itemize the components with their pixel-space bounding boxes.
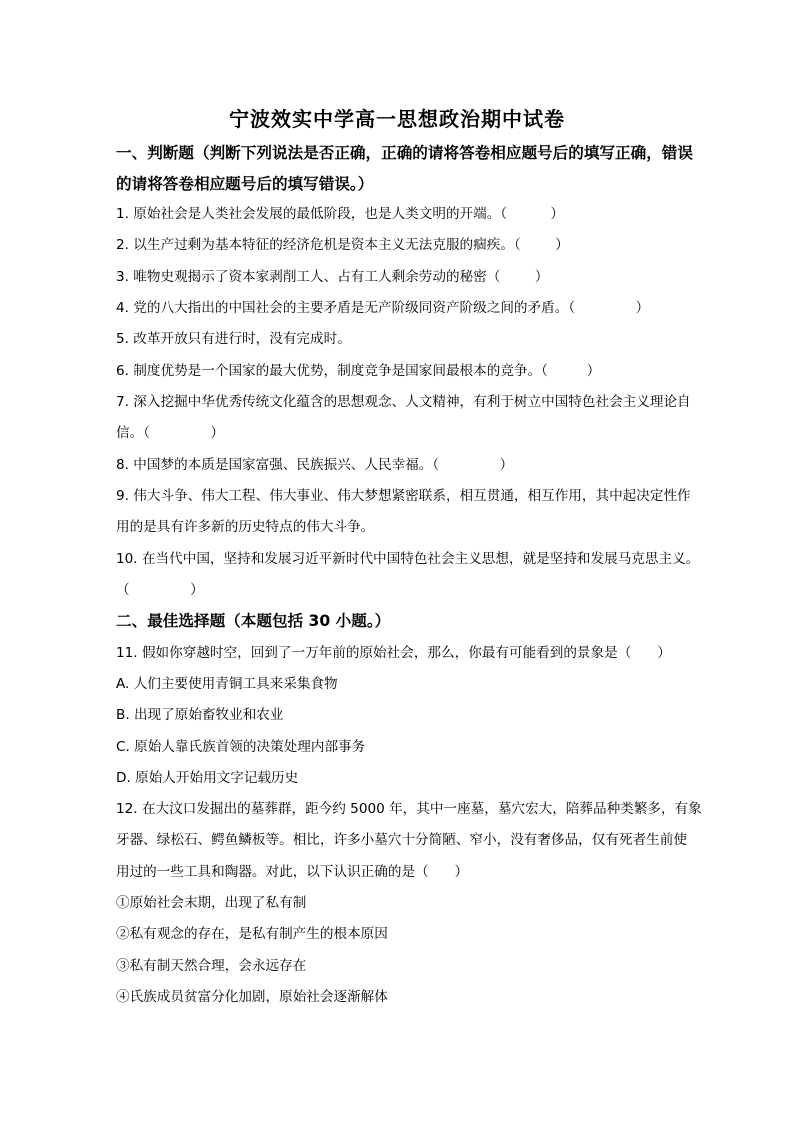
page-title: 宁波效实中学高一思想政治期中试卷	[229, 107, 565, 131]
question-11-option-a: A. 人们主要使用青铜工具来采集食物	[116, 676, 338, 692]
question-12-stem-line2: 牙器、绿松石、鳄鱼鳞板等。相比，许多小墓穴十分简陋、窄小，没有奢侈品，仅有死者生前使	[116, 832, 687, 848]
question-10-line1: 10. 在当代中国，坚持和发展习近平新时代中国特色社会主义思想，就是坚持和发展马克思主义。	[116, 551, 700, 567]
question-12-item-1: ①原始社会末期，出现了私有制	[116, 895, 307, 911]
question-9-line1: 9. 伟大斗争、伟大工程、伟大事业、伟大梦想紧密联系，相互贯通，相互作用，其中起决定性作	[116, 488, 691, 504]
question-1: 1. 原始社会是人类社会发展的最低阶段，也是人类文明的开端。（ ）	[116, 206, 564, 222]
question-12-item-2: ②私有观念的存在，是私有制产生的根本原因	[116, 926, 388, 942]
question-7-line2: 信。（ ）	[116, 425, 225, 441]
question-3: 3. 唯物史观揭示了资本家剥削工人、占有工人剩余劳动的秘密（ ）	[116, 269, 549, 285]
question-11-option-c: C. 原始人靠氏族首领的决策处理内部事务	[116, 739, 366, 755]
question-11-option-b: B. 出现了原始畜牧业和农业	[116, 707, 284, 723]
question-12-item-4: ④氏族成员贫富分化加剧，原始社会逐渐解体	[116, 989, 388, 1005]
question-11-stem: 11. 假如你穿越时空，回到了一万年前的原始社会，那么，你最有可能看到的景象是（ ）	[116, 645, 671, 661]
question-7-line1: 7. 深入挖掘中华优秀传统文化蕴含的思想观念、人文精神，有利于树立中国特色社会主义理论自	[116, 394, 691, 410]
question-2: 2. 以生产过剩为基本特征的经济危机是资本主义无法克服的痼疾。（ ）	[116, 237, 569, 253]
question-5: 5. 改革开放只有进行时，没有完成时。	[116, 331, 351, 347]
section1-heading-line2: 的请将答卷相应题号后的填写错误。）	[116, 175, 374, 193]
section2-heading: 二、最佳选择题（本题包括 30 小题。）	[116, 612, 391, 630]
question-8: 8. 中国梦的本质是国家富强、民族振兴、人民幸福。（ ）	[116, 457, 514, 473]
question-9-line2: 用的是具有许多新的历史特点的伟大斗争。	[116, 519, 375, 535]
question-10-line2: （ ）	[116, 582, 204, 598]
question-4: 4. 党的八大指出的中国社会的主要矛盾是无产阶级同资产阶级之间的矛盾。（ ）	[116, 300, 650, 316]
question-11-option-d: D. 原始人开始用文字记载历史	[116, 770, 299, 786]
section1-heading-line1: 一、判断题（判断下列说法是否正确，正确的请将答卷相应题号后的填写正确，错误	[116, 144, 693, 162]
question-12-stem-line3: 用过的一些工具和陶器。对此，以下认识正确的是（ ）	[116, 864, 469, 880]
question-12-item-3: ③私有制天然合理，会永远存在	[116, 958, 307, 974]
question-6: 6. 制度优势是一个国家的最大优势，制度竞争是国家间最根本的竞争。（ ）	[116, 363, 601, 379]
question-12-stem-line1: 12. 在大汶口发掘出的墓葬群，距今约 5000 年，其中一座墓，墓穴宏大，陪葬品种类繁多，有象	[116, 801, 702, 817]
